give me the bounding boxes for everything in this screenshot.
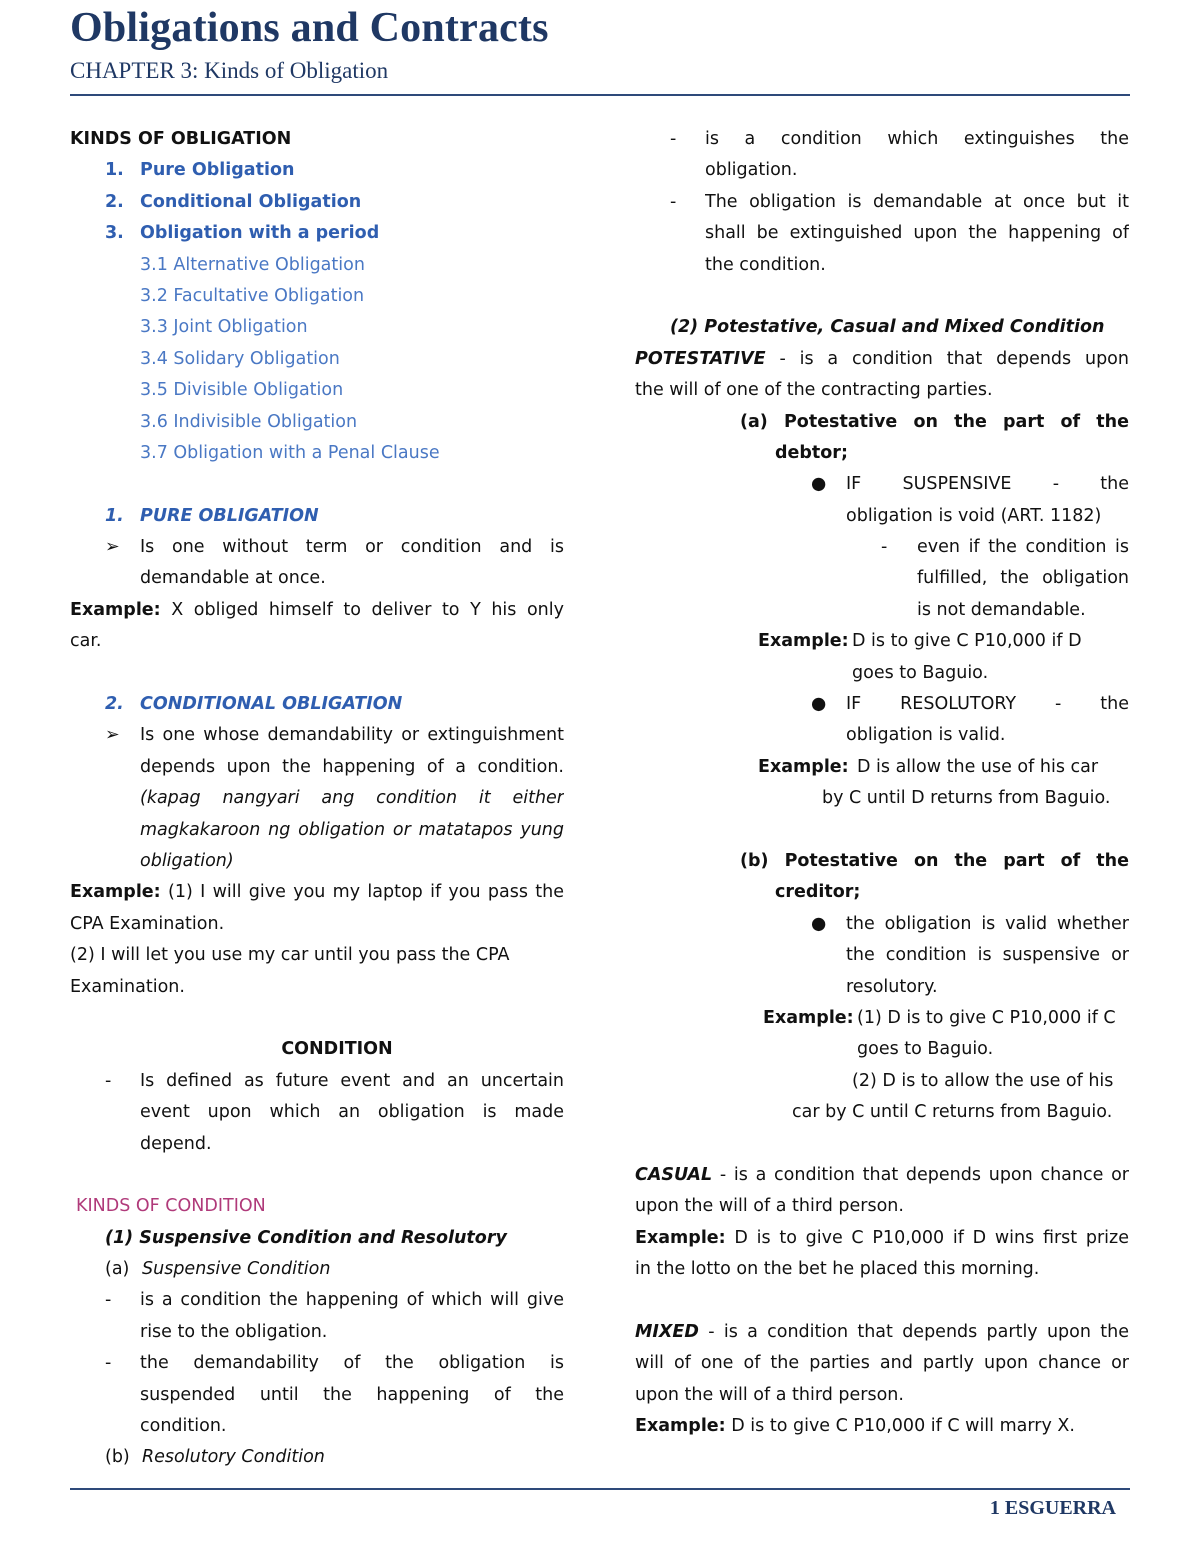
document-title: Obligations and Contracts <box>70 5 549 51</box>
potestative-debtor-heading: (a) Potestative on the part of the <box>740 411 1129 432</box>
conditional-obligation-definition: ➢ Is one whose demandability or extinguishment <box>105 725 564 746</box>
pure-obligation-definition: ➢ Is one without term or condition and is <box>105 537 564 558</box>
right-column: - is a condition which extinguishes the obligation. - The obligation is demandable at once but it shall be extinguished upon the happening of the condition. (2) Potestative, Casual and Mixed Condition POTESTATIVE - is a condition that depends upon the will of one of the contracting parties. (a) Potestative on the part of the debtor; ● IF SUSPENSIVE - the obligation is void (ART. 1182) - even if the condition is fulfilled, the obligation is not demandable. Example: D is to give C P10,000 if D goes to Baguio. ● IF RESOLUTORY - the obligation is valid. Example: D is allow the use of his car by C until D returns from Baguio. (b) Potestative on the part of the creditor; ● the obligation is valid whether the condition is suspensive or resolutory. Example: (1) D is to give C P10,000 if C goes to Baguio. (2) D is to allow the use of his car by C until C returns from Baguio. CASUAL - is a condition that depends upon chance or upon the will of a third person. Example: D is to give C P10,000 if D wins first prize in the lotto on the bet he placed this morning. MIXED - is a condition that depends partly upon the will of one of the parties and partly upon chance or upon the will of a third person. Example: D is to give C P10,000 if C will marry X. <box>635 124 1129 1442</box>
sub-list-item: 3.3 Joint Obligation <box>140 317 308 338</box>
pure-obligation-heading: 1. PURE OBLIGATION <box>105 505 319 526</box>
page-footer: 1 ESGUERRA <box>989 1497 1116 1519</box>
if-resolutory-item: ● IF RESOLUTORY - the <box>811 694 1129 715</box>
conditional-obligation-heading: 2. CONDITIONAL OBLIGATION <box>105 694 403 715</box>
suspensive-resolutory-subheading: (1) Suspensive Condition and Resolutory <box>105 1227 507 1248</box>
creditor-example: Example: (1) D is to give C P10,000 if C <box>763 1007 1116 1028</box>
mixed-example: Example: D is to give C P10,000 if C will marry X. <box>635 1416 1075 1437</box>
sub-list-item: 3.6 Indivisible Obligation <box>140 411 358 432</box>
sub-list-item: 3.5 Divisible Obligation <box>140 380 344 401</box>
resolutory-definition: - is a condition which extinguishes the <box>670 129 1129 149</box>
sub-list-item: 3.1 Alternative Obligation <box>140 254 365 275</box>
chapter-subtitle: CHAPTER 3: Kinds of Obligation <box>70 58 389 83</box>
debtor-resolutory-example: Example: D is allow the use of his car <box>758 756 1099 777</box>
sub-list-item: 3.7 Obligation with a Penal Clause <box>140 442 440 463</box>
conditional-obligation-example: Example: (1) I will give you my laptop if you pass the <box>70 882 564 903</box>
kinds-list-item: 1. Pure Obligation <box>105 160 295 181</box>
potestative-creditor-heading: (b) Potestative on the part of the <box>740 850 1129 871</box>
debtor-suspensive-example: Example: D is to give C P10,000 if D <box>758 631 1082 652</box>
creditor-valid-item: ● the obligation is valid whether <box>811 913 1129 934</box>
potestative-casual-mixed-subheading: (2) Potestative, Casual and Mixed Condition <box>670 317 1105 338</box>
sub-list-item: 3.2 Facultative Obligation <box>140 285 365 306</box>
potestative-definition: POTESTATIVE - is a condition that depends upon <box>635 348 1129 369</box>
footer-divider <box>70 1488 1130 1490</box>
if-suspensive-item: ● IF SUSPENSIVE - the <box>811 474 1129 495</box>
suspensive-condition-label: (a) Suspensive Condition <box>105 1259 331 1280</box>
condition-definition: - Is defined as future event and an uncertain <box>105 1070 564 1091</box>
casual-definition: CASUAL - is a condition that depends upon chance or <box>635 1164 1129 1185</box>
header-divider <box>70 94 1130 96</box>
condition-heading: CONDITION <box>281 1039 393 1060</box>
kinds-list-item: 3. Obligation with a period <box>105 223 380 244</box>
left-column: KINDS OF OBLIGATION 1. Pure Obligation 2. Conditional Obligation 3. Obligation with a period 3.1 Alternative Obligation 3.2 Facultative Obligation 3.3 Joint Obligation 3.4 Solidary Obligation 3.5 Divisible Obligation 3.6 Indivisible Obligation 3.7 Obligation with a Penal Clause 1. PURE OBLIGATION ➢ Is one without term or condition and is demandable at once. Example: X obliged himself to deliver to Y his only car. 2. CONDITIONAL OBLIGATION ➢ Is one whose demandability or extinguishment depends upon the happening of a condition. (kapag nangyari ang condition it either magkakaroon ng obligation or matatapos yung obligation) Example: (1) I will give you my laptop if you pass the CPA Examination. (2) I will let you use my car until you pass the CPA Examination. CONDITION - Is defined as future event and an uncertain event upon which an obligation is made depend. KINDS OF CONDITION (1) Suspensive Condition and Resolutory (a) Suspensive Condition - is a condition the happening of which will give rise to the obligation. - the demandability of the obligation is suspended until the happening of the condition. (b) Resolutory Condition <box>70 124 564 1474</box>
pure-obligation-example: Example: X obliged himself to deliver to Y his only <box>70 599 564 620</box>
mixed-definition: MIXED - is a condition that depends partly upon the <box>635 1321 1129 1342</box>
resolutory-condition-label: (b) Resolutory Condition <box>105 1447 325 1468</box>
sub-list-item: 3.4 Solidary Obligation <box>140 348 340 369</box>
kinds-of-obligation-heading: KINDS OF OBLIGATION <box>70 129 292 149</box>
kinds-of-condition-heading: KINDS OF CONDITION <box>76 1196 266 1217</box>
casual-example: Example: D is to give C P10,000 if D wins first prize <box>635 1227 1129 1248</box>
kinds-list-item: 2. Conditional Obligation <box>105 191 362 212</box>
